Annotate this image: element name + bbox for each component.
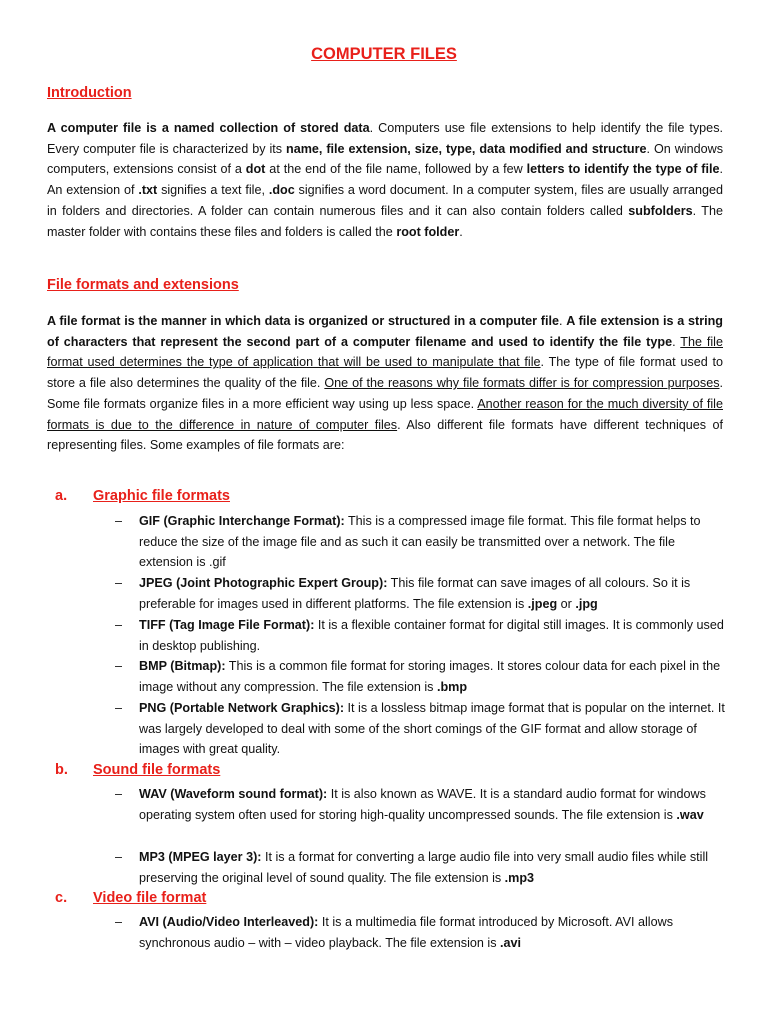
section-a-title: Graphic file formats [93,488,230,504]
section-c-title: Video file format [93,890,207,906]
section-c-letter: c. [55,890,68,906]
intro-paragraph: A computer file is a named collection of stored data. Computers use file extensions to help identify the file types. Every computer file is characterized by its name, file extension, size, type, data modified and structure. On windows computers, extensions consist of a dot at the end of the file name, followed by a few letters to identify the type of file. An extension of .txt signifies a text file, .doc signifies a word document. In a computer system, files are usually arranged in folders and directories. A folder can contain numerous files and it can also contain folders called subfolders. The master folder with contains these files and folders is called the root folder. [47,121,724,239]
formats-heading: File formats and extensions [47,277,239,293]
section-a-letter: a. [55,488,68,504]
formats-paragraph: A file format is the manner in which data is organized or structured in a computer file. A file extension is a string of characters that represent the second part of a computer filename and used to identify the file type. The file format used determines the type of application that will be used to manipulate that file. The type of file format used to store a file also determines the quality of the file. One of the reasons why file formats differ is for compression purposes. Some file formats organize files in a more efficient way using up less space. Another reason for the much diversity of file formats is due to the difference in nature of computer files. Also different file formats have different techniques of representing files. Some examples of file formats are: [47,314,723,453]
section-b-title: Sound file formats [93,762,221,778]
page-title: COMPUTER FILES [311,45,457,63]
document-page: COMPUTER FILES Introduction A computer file is a named collection of stored data. Computers use file extensions to help identify the file types. Every computer file is characterized by its name, file extension, size, type, data modified and structure. On windows computers, extensions consist of a dot at the end of the file name, followed by a few letters to identify the type of file. An extension of .txt signifies a text file, .doc signifies a word document. In a computer system, files are usually arranged in folders and directories. A folder can contain numerous files and it can also contain folders called subfolders. The master folder with contains these files and folders is called the root folder. File formats and extensions A file format is the manner in which data is organized or structured in a computer file. A file extension is a string of characters that represent the second part of a computer filename and used to identify the file type. The file format used determines the type of application that will be used to manipulate that file. The type of file format used to store a file also determines the quality of the file. One of the reasons why file formats differ is for compression purposes. Some file formats organize files in a more efficient way using up less space. Another reason for the much diversity of file formats is due to the difference in nature of computer files. Also different file formats have different techniques of representing files. Some examples of file formats are: a. Graphic file formats – GIF (Graphic Interchange Format): This is a compressed image file format. This file format helps to reduce the size of the image file and as such it can easily be transmitted over a network. The file extension is .gif – JPEG (Joint Photographic Expert Group): This file format can save images of all colours. So it is preferable for images used in different platforms. The file extension is .jpeg or .jpg – TIFF (Tag Image File Format): It is a flexible container format for digital still images. It is commonly used in desktop publishing. – BMP (Bitmap): This is a common file format for storing images. It stores colour data for each pixel in the image without any compression. The file extension is .bmp – PNG (Portable Network Graphics): It is a lossless bitmap image format that is popular on the internet. It was largely developed to deal with some of the short comings of the GIF format and allow storage of images with great quality. b. Sound file formats – WAV (Waveform sound format): It is also known as WAVE. It is a standard audio format for windows operating system often used for storing high-quality uncompressed sounds. The file extension is .wav – MP3 (MPEG layer 3): It is a format for converting a large audio file into very small audio files while still preserving the original level of sound quality. The file extension is .mp3 c. Video file format – AVI (Audio/Video Interleaved): It is a multimedia file format introduced by Microsoft. AVI allows synchronous audio – with – video playback. The file extension is .avi [0,0,768,1024]
section-b-letter: b. [55,762,68,778]
intro-heading: Introduction [47,85,132,101]
intro-bold-1: A computer file is a named collection of stored data [47,121,370,135]
